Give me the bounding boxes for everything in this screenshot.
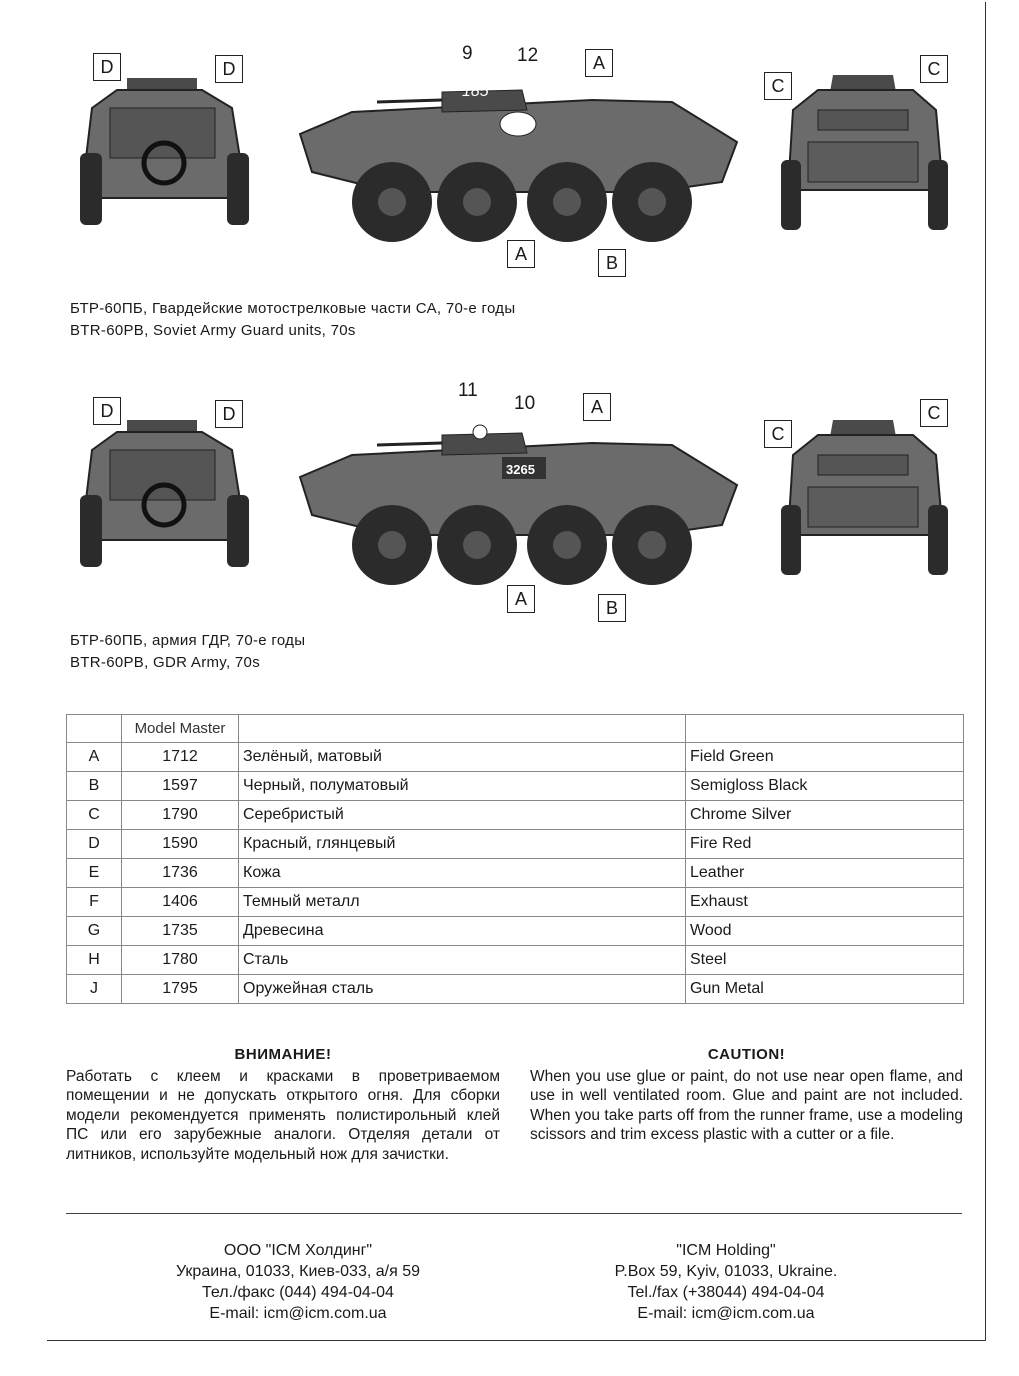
cell-en: Fire Red xyxy=(686,830,964,859)
hub-2 xyxy=(463,188,491,216)
paint-table xyxy=(66,714,964,1004)
marker-c-left: C xyxy=(764,72,792,100)
front-view-1 xyxy=(778,70,953,235)
marker-b-bottom: B xyxy=(598,249,626,277)
hub-1 xyxy=(378,531,406,559)
rear-view-1 xyxy=(72,68,267,238)
hub-3 xyxy=(553,531,581,559)
cell-ru: Оружейная сталь xyxy=(239,975,686,1004)
address-ru-email: E-mail: icm@icm.com.ua xyxy=(209,1305,387,1322)
address-ru xyxy=(128,1240,468,1324)
callout-num-right: 12 xyxy=(517,45,539,66)
hull-number: 3265 xyxy=(506,462,535,477)
cell-en: Chrome Silver xyxy=(686,801,964,830)
cell-ru: Серебристый xyxy=(239,801,686,830)
gun-barrel-shape xyxy=(377,443,442,445)
marker-a-top: A xyxy=(583,393,611,421)
cell-en: Steel xyxy=(686,946,964,975)
cell-ru: Темный металл xyxy=(239,888,686,917)
cell-en: Field Green xyxy=(686,743,964,772)
caption-1 xyxy=(70,298,515,342)
table-header-row xyxy=(67,715,964,743)
cell-code: J xyxy=(67,975,122,1004)
caption-2-ru: БТР-60ПБ, армия ГДР, 70-е годы xyxy=(70,632,306,649)
wheel-left xyxy=(80,495,102,567)
caption-2 xyxy=(70,630,305,674)
warning-en-title: CAUTION! xyxy=(707,1046,786,1063)
wheel-right xyxy=(227,495,249,567)
cell-code: A xyxy=(67,743,122,772)
header-en xyxy=(686,715,964,743)
cell-code: E xyxy=(67,859,122,888)
cell-en: Semigloss Black xyxy=(686,772,964,801)
gun-barrel-shape xyxy=(377,100,442,102)
table-row xyxy=(67,830,964,859)
callout-num-left: 9 xyxy=(462,43,473,64)
caption-2-en: BTR-60PB, GDR Army, 70s xyxy=(70,654,260,671)
hull-number: 185 xyxy=(462,83,489,100)
table-row xyxy=(67,946,964,975)
cell-code: H xyxy=(67,946,122,975)
callout-num-right: 10 xyxy=(514,393,536,414)
warning-ru-text: Работать с клеем и красками в проветриваемом помещении и не допускать открытого огня. Для сборки модели рекомендуется применять полистирольный клей ПС или его зарубежные аналоги. Отделяя детали от литников, используйте модельный нож для зачистки. xyxy=(66,1067,500,1163)
header-model-master: Model Master xyxy=(122,715,239,743)
warning-ru xyxy=(66,1045,500,1164)
cell-mm: 1735 xyxy=(122,917,239,946)
cell-code: F xyxy=(67,888,122,917)
marker-c-right: C xyxy=(920,55,948,83)
table-row xyxy=(67,772,964,801)
cell-code: D xyxy=(67,830,122,859)
cell-ru: Красный, глянцевый xyxy=(239,830,686,859)
hub-1 xyxy=(378,188,406,216)
marker-a-bottom: A xyxy=(507,240,535,268)
cell-ru: Сталь xyxy=(239,946,686,975)
marker-a-top: A xyxy=(585,49,613,77)
side-view-1 xyxy=(292,72,744,260)
cell-mm: 1736 xyxy=(122,859,239,888)
header-ru xyxy=(239,715,686,743)
wheel-left xyxy=(781,160,801,230)
marker-d-right: D xyxy=(215,55,243,83)
front-plate-shape xyxy=(808,142,918,182)
callout-num-left: 11 xyxy=(458,380,478,401)
cell-code: C xyxy=(67,801,122,830)
header-code xyxy=(67,715,122,743)
rear-view-2 xyxy=(72,410,267,580)
caption-1-en: BTR-60PB, Soviet Army Guard units, 70s xyxy=(70,322,356,339)
warning-en-text: When you use glue or paint, do not use near open flame, and use in well ventilated room. Glue and paint are not included. When you take parts off from the runner frame, use a modeling scissors and trim excess plastic with a cutter or a file. xyxy=(530,1067,963,1143)
marker-a-bottom: A xyxy=(507,585,535,613)
cell-mm: 1790 xyxy=(122,801,239,830)
cell-mm: 1597 xyxy=(122,772,239,801)
cell-ru: Зелёный, матовый xyxy=(239,743,686,772)
address-ru-phone: Тел./факс (044) 494-04-04 xyxy=(202,1284,394,1301)
address-en-phone: Tel./fax (+38044) 494-04-04 xyxy=(627,1284,825,1301)
marker-b-bottom: B xyxy=(598,594,626,622)
marker-d-left: D xyxy=(93,397,121,425)
caption-1-ru: БТР-60ПБ, Гвардейские мотострелковые части СА, 70-е годы xyxy=(70,300,516,317)
cell-mm: 1590 xyxy=(122,830,239,859)
cell-mm: 1795 xyxy=(122,975,239,1004)
marker-d-right: D xyxy=(215,400,243,428)
cell-ru: Кожа xyxy=(239,859,686,888)
emblem-shape xyxy=(473,425,487,439)
address-en-line1: P.Box 59, Kyiv, 01033, Ukraine. xyxy=(614,1263,838,1280)
cell-code: G xyxy=(67,917,122,946)
cell-mm: 1780 xyxy=(122,946,239,975)
marker-c-left: C xyxy=(764,420,792,448)
hub-4 xyxy=(638,188,666,216)
wheel-left xyxy=(781,505,801,575)
vision-block-shape xyxy=(818,455,908,475)
address-ru-line1: Украина, 01033, Киев-033, а/я 59 xyxy=(175,1263,420,1280)
table-row xyxy=(67,743,964,772)
star-emblem-shape xyxy=(500,112,536,136)
address-en-email: E-mail: icm@icm.com.ua xyxy=(637,1305,815,1322)
grille-shape xyxy=(110,450,215,500)
cell-en: Leather xyxy=(686,859,964,888)
table-row xyxy=(67,801,964,830)
cell-en: Gun Metal xyxy=(686,975,964,1004)
table-row xyxy=(67,975,964,1004)
wheel-right xyxy=(928,160,948,230)
hub-2 xyxy=(463,531,491,559)
front-view-2 xyxy=(778,415,953,580)
side-view-2 xyxy=(292,415,744,603)
cell-en: Wood xyxy=(686,917,964,946)
paint-table-body xyxy=(67,715,964,1004)
hub-4 xyxy=(638,531,666,559)
front-plate-shape xyxy=(808,487,918,527)
cell-mm: 1712 xyxy=(122,743,239,772)
table-row xyxy=(67,888,964,917)
divider-line xyxy=(66,1213,962,1214)
hub-3 xyxy=(553,188,581,216)
cell-ru: Древесина xyxy=(239,917,686,946)
wheel-right xyxy=(928,505,948,575)
table-row xyxy=(67,917,964,946)
wheel-right xyxy=(227,153,249,225)
cell-ru: Черный, полуматовый xyxy=(239,772,686,801)
address-ru-company: ООО "ICM Холдинг" xyxy=(223,1242,373,1259)
address-en-company: "ICM Holding" xyxy=(676,1242,776,1259)
cell-code: B xyxy=(67,772,122,801)
cell-en: Exhaust xyxy=(686,888,964,917)
grille-shape xyxy=(110,108,215,158)
wheel-left xyxy=(80,153,102,225)
table-row xyxy=(67,859,964,888)
vision-block-shape xyxy=(818,110,908,130)
warning-ru-title: ВНИМАНИЕ! xyxy=(234,1046,332,1063)
marker-c-right: C xyxy=(920,399,948,427)
warning-en xyxy=(530,1045,963,1145)
marker-d-left: D xyxy=(93,53,121,81)
address-en xyxy=(556,1240,896,1324)
cell-mm: 1406 xyxy=(122,888,239,917)
